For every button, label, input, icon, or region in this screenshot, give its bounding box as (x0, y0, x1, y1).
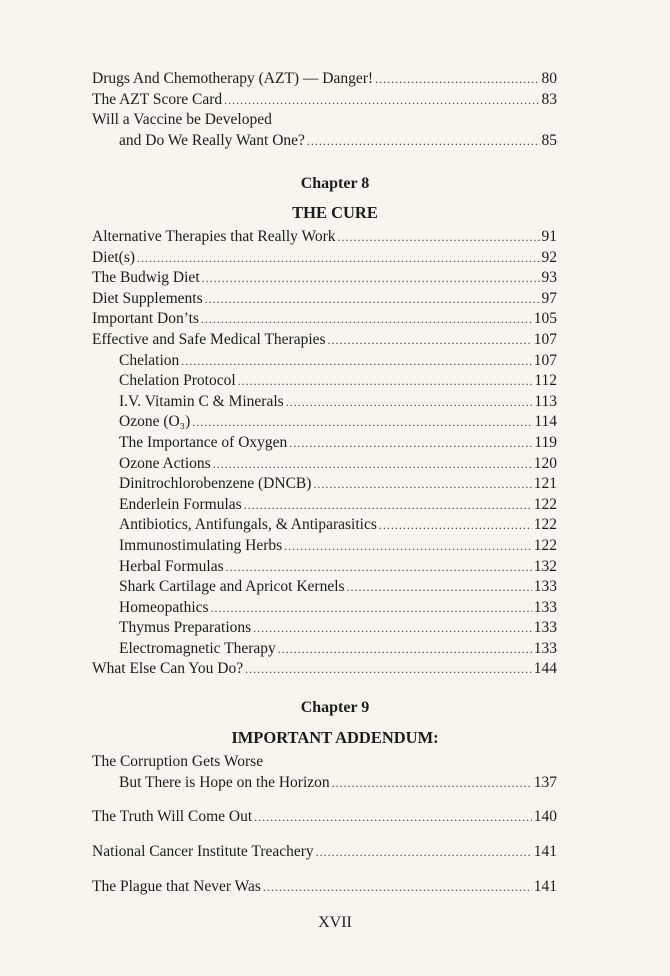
dot-leader (238, 371, 533, 392)
dot-leader (192, 412, 532, 433)
page-number: XVII (318, 914, 352, 931)
toc-entry-title: Alternative Therapies that Really Work (92, 228, 336, 245)
toc-entry-title: What Else Can You Do? (92, 660, 244, 678)
dot-leader (211, 598, 532, 619)
toc-entry (92, 248, 557, 269)
toc-entry-title: Diet(s) (92, 248, 136, 266)
toc-entry-page: 91 (541, 228, 557, 245)
dot-leader (224, 90, 539, 111)
toc-entry-page: 80 (541, 70, 557, 87)
toc-entry (92, 659, 557, 680)
toc-entry (92, 330, 557, 351)
toc-entry-page: 107 (533, 330, 557, 348)
chapter-title: THE CURE (292, 203, 378, 222)
toc-entry-page: 140 (533, 808, 557, 825)
toc-entry-title: Electromagnetic Therapy (119, 639, 276, 657)
toc-entry-page: 122 (533, 536, 557, 554)
toc-entry (92, 392, 557, 413)
toc-entry-title: Antibiotics, Antifungals, & Antiparasitics (119, 516, 377, 534)
toc-entry-page: 113 (534, 392, 557, 410)
dot-leader (338, 227, 540, 248)
dot-leader (332, 773, 532, 794)
dot-leader (245, 659, 532, 680)
dot-leader (328, 330, 532, 351)
dot-leader (213, 454, 532, 475)
toc-entry (92, 131, 557, 152)
toc-entry-title: Drugs And Chemotherapy (AZT) — Danger! (92, 70, 374, 87)
toc-entry-page: 133 (533, 598, 557, 616)
toc-entry (92, 69, 557, 90)
toc-entry-page: 122 (533, 516, 557, 534)
dot-leader (347, 577, 532, 598)
toc-entry (92, 289, 557, 310)
dot-leader (201, 309, 532, 330)
toc-entry-page: 105 (533, 310, 557, 328)
toc-entry (92, 474, 557, 495)
toc-entry-page: 93 (541, 269, 557, 287)
toc-entry-block (92, 842, 557, 863)
chapter-heading: Chapter 9 (300, 699, 370, 716)
toc-entry (92, 371, 557, 392)
toc-entry-page: 121 (533, 475, 557, 493)
toc-entry-title-line1: Will a Vaccine be Developed (92, 111, 272, 129)
toc-entry-page: 120 (533, 454, 557, 472)
toc-entry (92, 412, 557, 433)
toc-entry-page: 122 (533, 495, 557, 513)
dot-leader (289, 433, 532, 454)
toc-entry-page: 133 (533, 619, 557, 637)
toc-entry-page: 141 (533, 878, 557, 895)
toc-entry-page: 112 (534, 372, 557, 390)
toc-entry-title-line2: But There is Hope on the Horizon (119, 773, 330, 791)
toc-entry (92, 515, 557, 536)
dot-leader (181, 351, 531, 372)
toc-entry-page: 132 (533, 557, 557, 575)
dot-leader (253, 618, 532, 639)
toc-entry-title: Dinitrochlorobenzene (DNCB) (119, 475, 312, 493)
toc-entry-title: Chelation Protocol (119, 372, 236, 390)
chapter-title: IMPORTANT ADDENDUM: (231, 728, 439, 747)
dot-leader (254, 807, 532, 828)
toc-entry (92, 557, 557, 578)
toc-entry-title: Effective and Safe Medical Therapies (92, 330, 326, 348)
toc-entry-title: Shark Cartilage and Apricot Kernels (119, 578, 345, 596)
toc-entry-block (92, 807, 557, 828)
toc-entry-title: The Budwig Diet (92, 269, 200, 287)
toc-entry-page: 141 (533, 843, 557, 860)
dot-leader (286, 392, 533, 413)
toc-entry-title-line2: and Do We Really Want One? (119, 131, 305, 149)
chapter-heading: Chapter 8 (300, 175, 370, 192)
toc-entry (92, 598, 557, 619)
dot-leader (226, 557, 532, 578)
toc-entry-title: Chelation (119, 351, 180, 369)
toc-entry (92, 268, 557, 289)
toc-entry-title: Ozone (O₃) (119, 413, 191, 431)
toc-entry-page: 85 (541, 131, 557, 149)
dot-leader (313, 474, 531, 495)
toc-entry-title: I.V. Vitamin C & Minerals (119, 392, 284, 410)
toc-entry-page: 119 (534, 433, 557, 451)
toc-entry (92, 618, 557, 639)
toc-entry-page: 137 (533, 773, 557, 791)
toc-entry-page: 133 (533, 578, 557, 596)
toc-entry-title: The Truth Will Come Out (92, 808, 253, 825)
toc-entry-title: Homeopathics (119, 598, 209, 616)
toc-entry (92, 842, 557, 863)
toc-entry (92, 807, 557, 828)
dot-leader (316, 842, 532, 863)
toc-entry (92, 309, 557, 330)
toc-entry (92, 90, 557, 111)
dot-leader (244, 495, 532, 516)
toc-chapter9-list (92, 752, 557, 793)
toc-entry-title: Enderlein Formulas (119, 495, 242, 513)
toc-entry-title: National Cancer Institute Treachery (92, 843, 314, 860)
toc-entry (92, 433, 557, 454)
dot-leader (278, 639, 532, 660)
toc-entry (92, 773, 557, 794)
toc-top-block (92, 69, 557, 151)
dot-leader (375, 69, 539, 90)
toc-entry-page: 133 (533, 639, 557, 657)
toc-entry-title: Herbal Formulas (119, 557, 224, 575)
toc-entry-title: Thymus Preparations (119, 619, 252, 637)
toc-entry-title: The Importance of Oxygen (119, 433, 288, 451)
dot-leader (379, 515, 532, 536)
dot-leader (263, 877, 532, 898)
dot-leader (307, 131, 540, 152)
toc-entry-page: 97 (541, 289, 557, 307)
toc-entry-page: 144 (533, 660, 557, 678)
dot-leader (202, 268, 540, 289)
toc-entry-title: Important Don’ts (92, 310, 199, 328)
toc-entry-page: 107 (533, 351, 557, 369)
toc-chapter8-list (92, 227, 557, 680)
toc-entry (92, 639, 557, 660)
toc-entry-page: 83 (541, 90, 557, 108)
toc-entry-page: 114 (534, 413, 557, 431)
toc-entry (92, 454, 557, 475)
toc-entry (92, 351, 557, 372)
toc-entry-title: Ozone Actions (119, 454, 211, 472)
toc-entry-title-line1: The Corruption Gets Worse (92, 753, 264, 770)
dot-leader (284, 536, 532, 557)
dot-leader (205, 289, 540, 310)
toc-entry (92, 877, 557, 898)
toc-entry (92, 227, 557, 248)
toc-entry-title: Immunostimulating Herbs (119, 536, 283, 554)
toc-entry-title: The AZT Score Card (92, 90, 223, 108)
toc-entry-page: 92 (541, 248, 557, 266)
toc-entry-title: Diet Supplements (92, 289, 203, 307)
toc-entry (92, 577, 557, 598)
toc-entry (92, 495, 557, 516)
toc-entry-block (92, 877, 557, 898)
toc-entry-title: The Plague that Never Was (92, 878, 261, 895)
toc-entry (92, 536, 557, 557)
dot-leader (137, 248, 539, 269)
